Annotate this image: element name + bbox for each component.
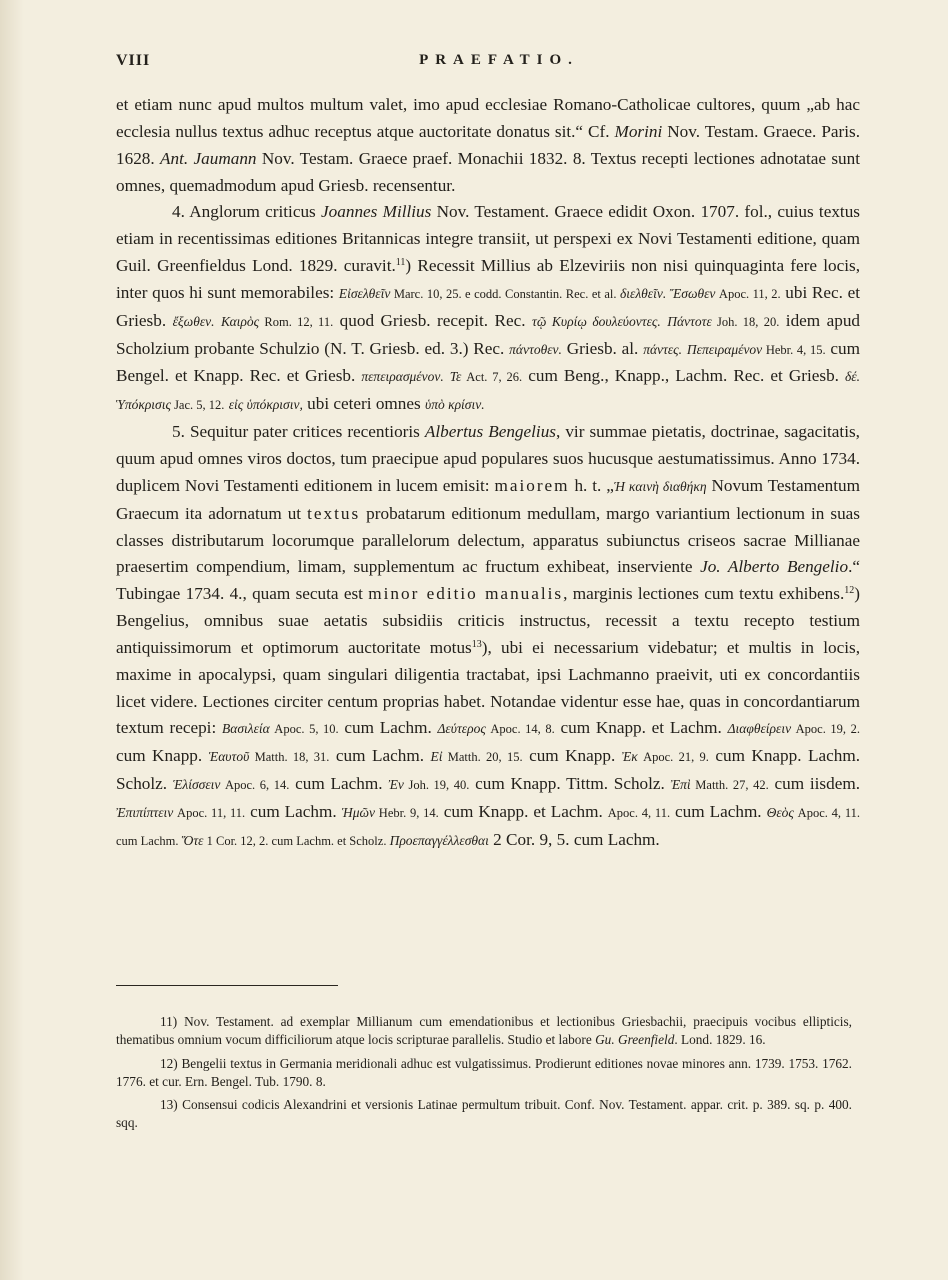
italic-run: Joannes Millius — [321, 202, 432, 222]
paragraph — [116, 92, 860, 199]
page-number: VIII — [116, 52, 151, 69]
italic-run: Morini — [614, 121, 663, 141]
greek-run: Εἰ — [430, 749, 443, 765]
greek-run: τῷ Κυρίῳ δουλεύοντες. — [532, 313, 661, 329]
greek-run: δέ. — [845, 369, 860, 385]
reference-run: Hebr. 9, 14. — [375, 805, 439, 820]
reference-run: 1 Cor. 12, 2. cum Lachm. et Scholz. — [203, 833, 390, 848]
footnote-rule — [116, 985, 338, 986]
spaced-run: minor editio manualis — [368, 584, 564, 604]
reference-run: Matth. 18, 31. — [249, 750, 330, 765]
greek-run: Ἑλίσσειν — [172, 777, 221, 793]
spaced-run: textus — [307, 503, 361, 523]
text-run: 12) Bengelii textus in Germania meridionali adhuc est vulgatissimus. Prodierunt editiones novae minores ann. 1739. 1753. 1762. 1776. et cur. Ern. Bengel. Tub. 1790. 8. — [116, 1055, 852, 1089]
text-run: et etiam nunc apud multos multum valet, imo apud ecclesiae Romano-Catholicae cultores, quum „ab hac ecclesia nullus textus adhuc receptus atque auctoritate donatus sit.“ Cf. — [116, 95, 860, 141]
reference-run: Jac. 5, 12. — [170, 398, 225, 413]
text-run: Griesb. al. — [561, 338, 644, 358]
footnote — [116, 1055, 852, 1092]
paragraph — [116, 419, 860, 855]
greek-run: πάντες. — [643, 341, 683, 357]
reference-run: Apoc. 14, 8. — [485, 722, 555, 737]
reference-run: Apoc. 6, 14. — [220, 778, 290, 793]
footnote — [116, 1096, 852, 1133]
text-run: cum iisdem. — [768, 774, 860, 794]
text-run: 2 Cor. 9, 5. cum Lachm. — [488, 829, 660, 849]
reference-run: Apoc. 19, 2. — [791, 722, 860, 737]
reference-run: Hebr. 4, 15. — [762, 342, 826, 357]
text-run: ) Recessit Millius ab Elzeviriis non nisi quinquaginta fere locis, inter quos hi sunt memorabiles: — [116, 256, 860, 302]
text-run: cum Lachm. — [670, 801, 767, 821]
text-run: ) Bengelius, omnibus suae aetatis subsidiis criticis instructus, recessit a textu recepto testium antiquissimorum et optimorum auctoritate motus — [116, 584, 860, 657]
footnote-marker: 11 — [395, 257, 406, 269]
reference-run: Rom. 12, 11. — [259, 314, 334, 329]
text-run: cum Lachm. — [289, 774, 389, 794]
text-run: 5. Sequitur pater critices recentioris — [172, 422, 425, 442]
reference-run: Apoc. 21, 9. — [637, 750, 709, 765]
text-run: h. t. „ — [569, 475, 614, 495]
greek-run: διελθεῖν. — [619, 285, 667, 301]
greek-run: Ἡ καινὴ διαθήκη — [613, 478, 707, 494]
italic-run: Albertus Bengelius — [424, 422, 556, 442]
text-run: cum Bengel. et Knapp. Rec. et Griesb. — [116, 338, 860, 386]
greek-run: Δεύτερος — [437, 721, 486, 737]
greek-run: Τε — [449, 369, 462, 385]
greek-run: ὑπὸ κρίσιν. — [425, 397, 485, 413]
text-run: quod Griesb. recepit. Rec. — [333, 310, 533, 330]
reference-run: Apoc. 4, 11. — [607, 805, 671, 820]
text-run: ubi Rec. et Griesb. — [116, 282, 861, 330]
text-run: , vir summae pietatis, doctrinae, sagacitatis, quum apud omnes viros doctos, tum praecipue apud populares suos hucusque aestumatissimus. Anno 1734. duplicem Novi Testamenti editionem in lucem emisit: — [116, 422, 860, 495]
greek-run: Ἔσωθεν — [669, 285, 716, 301]
greek-run: Ὑπόκρισις — [116, 397, 171, 413]
footnote-marker: 12 — [844, 585, 855, 597]
reference-run: Apoc. 11, 11. — [173, 805, 246, 820]
text-run: 13) Consensui codicis Alexandrini et versionis Latinae permultum tribuit. Conf. Nov. Testament. appar. crit. p. 389. sq. p. 400. sqq. — [116, 1097, 852, 1131]
text-run: ), ubi ei necessarium videbatur; et multis in locis, maxime in apocalypsi, quam singulari diligentia tractabat, ipsi Lachmanno praeivit, uti ex concordantiis licet videre. Lectiones circiter centum proprias habet. Notandae videntur esse hae, quas in concordantiarum textum recepi: — [116, 637, 860, 738]
reference-run: Matth. 20, 15. — [442, 750, 523, 765]
main-text — [116, 92, 860, 855]
greek-run: Βασιλεία — [221, 721, 270, 737]
running-header — [116, 52, 860, 76]
text-run: idem apud Scholzium probante Schulzio (N. T. Griesb. ed. 3.) Rec. — [116, 310, 861, 358]
greek-run: Πάντοτε — [667, 313, 712, 329]
text-run: cum Knapp. et Lachm. — [438, 801, 608, 821]
reference-run: Joh. 18, 20. — [711, 314, 780, 329]
greek-run: Ἐπιπίπτειν — [116, 804, 174, 820]
italic-run: Gu. Greenfield — [595, 1032, 675, 1048]
text-run: cum Knapp. et Lachm. — [554, 718, 728, 738]
text-run: Nov. Testam. Graece praef. Monachii 1832. 8. Textus recepti lectiones adnotatae sunt omnes, quemadmodum apud Griesb. recensentur. — [116, 148, 860, 195]
text-run: 4. Anglorum criticus — [172, 202, 322, 222]
text-run: cum Lachm. — [245, 801, 342, 821]
text-run: ubi ceteri omnes — [302, 394, 426, 414]
reference-run: Marc. 10, 25. e codd. Constantin. Rec. et al. — [390, 286, 620, 301]
text-run: cum Knapp. — [116, 746, 209, 766]
greek-run: πεπειρασμένον. — [361, 369, 444, 385]
text-run: cum Beng., Knapp., Lachm. Rec. et Griesb. — [522, 366, 846, 386]
footnote — [116, 1013, 852, 1050]
text-run: Novum Testamentum Graecum ita adornatum ut — [116, 475, 860, 523]
reference-run: Apoc. 4, 11. cum Lachm. — [116, 805, 860, 848]
footnotes — [116, 1013, 852, 1138]
running-title: PRAEFATIO. — [419, 52, 579, 68]
text-run: Nov. Testament. Graece edidit Oxon. 1707. fol., cuius textus etiam in recentissimas editiones Britannicas integre transiit, ut perspexi ex Novi Testamenti editione, quam Guil. Greenfieldus Lond. 1829. curavit. — [116, 202, 860, 276]
text-run: cum Knapp. Tittm. Scholz. — [469, 774, 671, 794]
text-run: cum Knapp. — [522, 746, 622, 766]
text-run: , marginis lectiones cum textu exhibens. — [563, 584, 845, 604]
greek-run: Προεπαγγέλλεσθαι — [389, 832, 489, 848]
text-run: 11) Nov. Testament. ad exemplar Millianum cum emendationibus et lectionibus Griesbachii, praecipuis vocibus ellipticis, thematibus omnium vocum difficiliorum atque locis scripturae parallelis. Studio et labore — [116, 1014, 852, 1048]
italic-run: Jo. Alberto Bengelio — [700, 557, 849, 577]
paragraph — [116, 199, 860, 419]
greek-run: πάντοθεν. — [509, 341, 562, 357]
footnote-marker: 13 — [471, 638, 482, 650]
reference-run: Apoc. 11, 2. — [715, 286, 781, 301]
text-run: cum Knapp. Lachm. Scholz. — [116, 746, 861, 794]
greek-run: ἔξωθεν. — [172, 313, 215, 329]
text-run: . Lond. 1829. 16. — [674, 1032, 766, 1048]
greek-run: Πεπειραμένον — [686, 341, 763, 357]
text-run: cum Lachm. — [338, 718, 438, 738]
text-run: .“ Tubingae 1734. 4., quam secuta est — [116, 557, 860, 604]
reference-run: Apoc. 5, 10. — [269, 722, 339, 737]
greek-run: Διαφθείρειν — [727, 721, 792, 737]
greek-run: Ἑαυτοῦ — [208, 749, 250, 765]
reference-run: Joh. 19, 40. — [403, 778, 470, 793]
reference-run: Act. 7, 26. — [461, 370, 523, 385]
text-run: Nov. Testam. Graece. Paris. 1628. — [116, 121, 860, 168]
greek-run: εἰς ὑπόκρισιν, — [228, 397, 303, 413]
greek-run: Ἐκ — [621, 749, 638, 765]
spaced-run: maiorem — [494, 475, 570, 495]
text-run: cum Lachm. — [329, 746, 431, 766]
greek-run: Ἡμῶν — [341, 804, 376, 820]
text-run: probatarum editionum medullam, margo variantium lectionum in suas classes distributarum locorumque parallelorum delectum, apparatus subiunctus criseos sacrae Millianae praesertim compendium, limam, supplementum ac fructum exhibeat, inserviente — [116, 503, 860, 577]
greek-run: Καιρὸς — [220, 313, 260, 329]
greek-run: Εἰσελθεῖν — [338, 285, 391, 301]
greek-run: Θεὸς — [766, 804, 794, 820]
greek-run: Ὅτε — [181, 832, 204, 848]
reference-run: Matth. 27, 42. — [690, 778, 769, 793]
italic-run: Ant. Jaumann — [160, 148, 257, 168]
greek-run: Ἐπὶ — [670, 777, 691, 793]
greek-run: Ἐν — [388, 777, 404, 793]
